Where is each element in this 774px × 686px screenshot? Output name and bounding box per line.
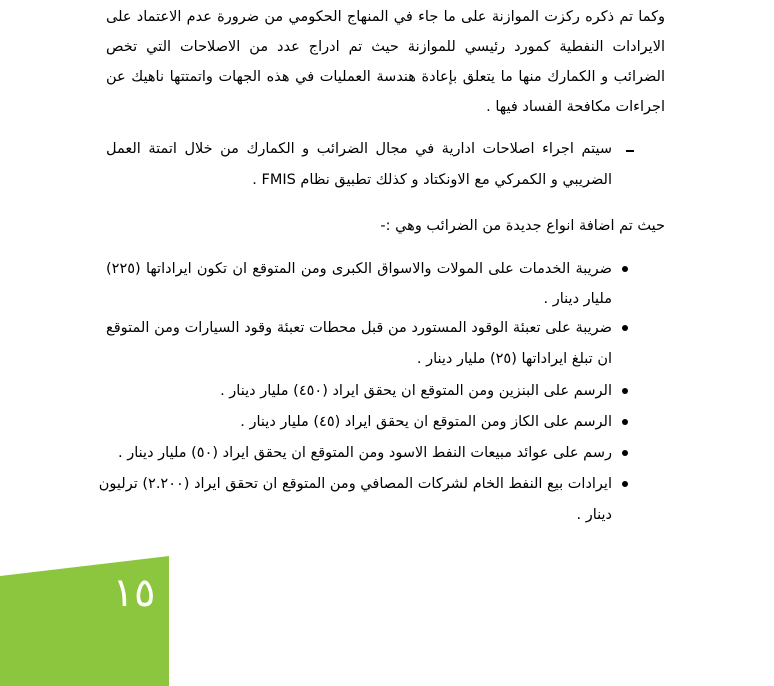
bullet-line: الرسم على البنزين ومن المتوقع ان يحقق ايراد (٤٥٠) مليار دينار . — [220, 383, 612, 399]
bullet-dot — [622, 419, 628, 425]
bullet-line: ان تبلغ ايراداتها (٢٥) مليار دينار . — [416, 351, 612, 367]
bullet-dot — [622, 325, 628, 331]
dash-item-line: سيتم اجراء اصلاحات ادارية في مجال الضرائب و الكمارك من خلال اتمتة العمل — [106, 141, 612, 157]
bullet-dot — [622, 266, 628, 272]
bullet-dot — [622, 450, 628, 456]
paragraph-line: الضرائب و الكمارك منها ما يتعلق بإعادة هندسة العمليات في هذه الجهات واتمتتها ناهيك عن — [106, 69, 665, 85]
paragraph-line: اجراءات مكافحة الفساد فيها . — [486, 99, 665, 115]
dash-marker — [626, 150, 634, 152]
paragraph-line: وكما تم ذكره ركزت الموازنة على ما جاء في المنهاج الحكومي من ضرورة عدم الاعتماد على — [106, 9, 665, 25]
bullet-line: ضريبة الخدمات على المولات والاسواق الكبرى ومن المتوقع ان تكون ايراداتها (٢٢٥) — [106, 261, 612, 277]
bullet-line: ايرادات بيع النفط الخام لشركات المصافي ومن المتوقع ان تحقق ايراد (٢.٢٠٠) ترليون — [98, 476, 612, 492]
bullet-line: مليار دينار . — [543, 291, 612, 307]
intro-text: حيث تم اضافة انواع جديدة من الضرائب وهي :- — [380, 218, 665, 234]
paragraph-line: الايرادات النفطية كمورد رئيسي للموازنة حيث تم ادراج عدد من الاصلاحات التي تخص — [106, 39, 665, 55]
bullet-dot — [622, 388, 628, 394]
bullet-line: رسم على عوائد مبيعات النفط الاسود ومن المتوقع ان يحقق ايراد (٥٠) مليار دينار . — [118, 445, 612, 461]
bullet-dot — [622, 481, 628, 487]
bullet-line: الرسم على الكاز ومن المتوقع ان يحقق ايراد (٤٥) مليار دينار . — [240, 414, 612, 430]
dash-item-line: الضريبي و الكمركي مع الاونكتاد و كذلك تطبيق نظام FMIS . — [252, 172, 612, 188]
page-number: ١٥ — [112, 570, 156, 616]
bullet-line: ضريبة على تعبئة الوقود المستورد من قبل محطات تعبئة وقود السيارات ومن المتوقع — [106, 320, 612, 336]
bullet-line: دينار . — [576, 507, 612, 523]
